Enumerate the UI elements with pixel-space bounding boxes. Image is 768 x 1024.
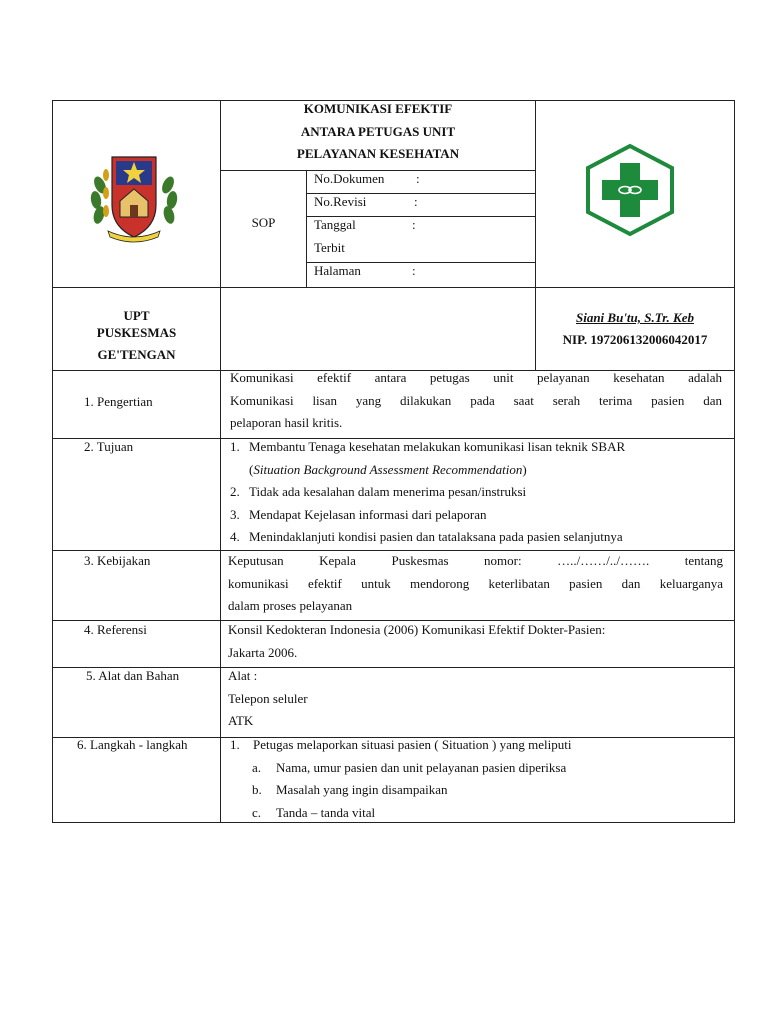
- item-text: Mendapat Kejelasan informasi dari pelaporan: [249, 506, 487, 522]
- tujuan-item-1: [230, 436, 722, 459]
- paren-open: (: [249, 461, 254, 477]
- meta-tanggal: [314, 214, 416, 237]
- section-label-langkah: 6. Langkah - langkah: [77, 737, 188, 752]
- section-body-kebijakan: [228, 550, 723, 618]
- tujuan-item-2: [230, 481, 722, 504]
- tujuan-item-3: [230, 504, 722, 527]
- section-body-tujuan: [230, 436, 722, 549]
- section-body-referensi: [228, 619, 723, 664]
- title-line-1: KOMUNIKASI EFEKTIF: [303, 101, 453, 116]
- sub-letter: b.: [252, 782, 262, 797]
- sub-text: Tanda – tanda vital: [276, 804, 376, 820]
- meta-halaman: [314, 260, 416, 283]
- kebijakan-line-2: komunikasi efektif untuk mendorong keterlibatan pasien dan keluarganya: [228, 575, 723, 591]
- section-body-pengertian: [230, 367, 722, 435]
- alat-line-1: Alat :: [228, 668, 258, 683]
- tujuan-item-1-cont: [230, 459, 722, 482]
- signatory-nip: NIP. 197206132006042017: [562, 332, 708, 347]
- item-text: Tidak ada kesalahan dalam menerima pesan/instruksi: [249, 484, 527, 499]
- alat-line-3: ATK: [228, 713, 254, 728]
- meta-label: Halaman: [314, 263, 361, 278]
- regency-emblem-logo: [86, 145, 182, 245]
- meta-no-revisi: [314, 191, 418, 214]
- langkah-sub-c: [230, 802, 722, 825]
- meta-sep: :: [412, 217, 416, 232]
- kebijakan-line-3: dalam proses pelayanan: [228, 598, 353, 613]
- title-line-2: ANTARA PETUGAS UNIT: [300, 123, 456, 139]
- meta-terbit: [314, 237, 345, 260]
- step-number: 1.: [230, 737, 240, 752]
- langkah-step-1: [230, 734, 722, 757]
- alat-line-2: Telepon seluler: [228, 690, 308, 706]
- section-label-alat: 5. Alat dan Bahan: [86, 668, 180, 683]
- section-label-pengertian: 1. Pengertian: [84, 394, 153, 409]
- sub-letter: c.: [252, 804, 262, 820]
- item-text: Membantu Tenaga kesehatan melakukan komunikasi lisan teknik SBAR: [249, 439, 626, 454]
- org-line-1: UPT: [123, 308, 150, 323]
- signatory-name: Siani Bu'tu, S.Tr. Keb: [575, 310, 694, 325]
- meta-no-dokumen: [314, 168, 420, 191]
- step-text: Petugas melaporkan situasi pasien ( Situation ) yang meliputi: [253, 737, 572, 752]
- langkah-sub-a: [230, 757, 722, 780]
- referensi-line-2: Jakarta 2006.: [228, 644, 298, 660]
- meta-sep: :: [412, 263, 416, 278]
- sbar-expansion: Situation Background Assessment Recommendation: [253, 461, 523, 477]
- meta-sep: :: [414, 194, 418, 209]
- meta-sep: :: [416, 171, 420, 186]
- puskesmas-logo: [582, 143, 678, 237]
- section-label-kebijakan: 3. Kebijakan: [84, 553, 151, 568]
- sub-text: Nama, umur pasien dan unit pelayanan pasien diperiksa: [276, 759, 567, 775]
- sop-label: SOP: [251, 215, 276, 230]
- document-title: [221, 98, 535, 166]
- title-line-3: PELAYANAN KESEHATAN: [296, 146, 460, 161]
- item-number: 3.: [230, 506, 240, 522]
- item-number: 1.: [230, 439, 240, 454]
- org-name: [53, 307, 220, 363]
- org-line-3: GE'TENGAN: [97, 347, 176, 362]
- kebijakan-line-1: Keputusan Kepala Puskesmas nomor: …../……/../……. tentang: [228, 553, 723, 568]
- meta-label: No.Dokumen: [314, 171, 385, 186]
- meta-label: Terbit: [314, 240, 345, 255]
- item-text: Menindaklanjuti kondisi pasien dan tatalaksana pada pasien selanjutnya: [249, 529, 623, 544]
- referensi-line-1: Konsil Kedokteran Indonesia (2006) Komunikasi Efektif Dokter-Pasien:: [228, 622, 606, 637]
- section-body-alat: [228, 665, 723, 733]
- sub-letter: a.: [252, 759, 262, 775]
- meta-label: No.Revisi: [314, 194, 367, 209]
- section-body-langkah: [230, 734, 722, 824]
- item-number: 2.: [230, 484, 240, 499]
- section-label-tujuan: 2. Tujuan: [84, 439, 134, 454]
- item-number: 4.: [230, 529, 240, 544]
- sub-text: Masalah yang ingin disampaikan: [276, 782, 448, 797]
- pengertian-line-2: Komunikasi lisan yang dilakukan pada saat serah terima pasien dan: [230, 392, 722, 408]
- section-label-referensi: 4. Referensi: [84, 622, 147, 637]
- meta-label: Tanggal: [314, 217, 356, 232]
- paren-close: ): [522, 461, 527, 477]
- pengertian-line-3: pelaporan hasil kritis.: [230, 415, 343, 430]
- langkah-sub-b: [230, 779, 722, 802]
- pengertian-line-1: Komunikasi efektif antara petugas unit pelayanan kesehatan adalah: [230, 370, 722, 385]
- tujuan-item-4: [230, 526, 722, 549]
- org-line-2: PUSKESMAS: [96, 325, 177, 340]
